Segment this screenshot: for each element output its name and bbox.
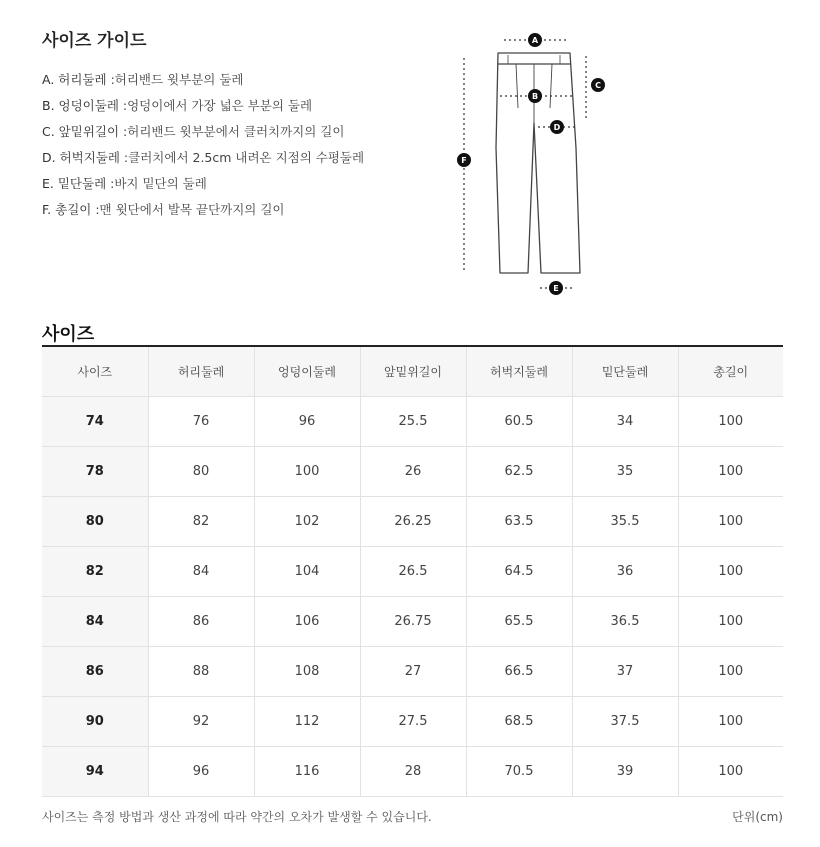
marker-c-icon: [591, 78, 605, 92]
measurement-disclaimer: 사이즈는 측정 방법과 생산 과정에 따라 약간의 오차가 발생할 수 있습니다.: [42, 810, 432, 824]
table-row: [42, 747, 783, 797]
marker-label: B: [531, 92, 539, 101]
guide-item-hip: [42, 96, 364, 122]
guide-item-label: A. 허리둘레: [42, 72, 107, 87]
cell: 68.5: [466, 697, 572, 747]
size-table: [42, 345, 783, 797]
cell: 26.75: [360, 597, 466, 647]
table-row: [42, 447, 783, 497]
guide-item-label: D. 허벅지둘레: [42, 150, 120, 165]
cell: 65.5: [466, 597, 572, 647]
cell: 63.5: [466, 497, 572, 547]
marker-d-icon: [550, 120, 564, 134]
cell: 80: [148, 447, 254, 497]
unit-label: 단위(cm): [732, 810, 783, 824]
guide-item-hem: [42, 174, 364, 200]
marker-f-icon: [457, 153, 471, 167]
guide-item-front-rise: [42, 122, 364, 148]
table-row: [42, 697, 783, 747]
cell: 102: [254, 497, 360, 547]
cell: 36: [572, 547, 678, 597]
cell: 100: [254, 447, 360, 497]
cell: 100: [678, 447, 783, 497]
cell: 70.5: [466, 747, 572, 797]
cell: 27.5: [360, 697, 466, 747]
cell: 34: [572, 397, 678, 447]
table-row: [42, 397, 783, 447]
header-waist: 허리둘레: [148, 346, 254, 397]
header-size: 사이즈: [42, 346, 148, 397]
pants-outline: [496, 53, 580, 273]
cell-size: 82: [42, 547, 148, 597]
guide-item-label: E. 밑단둘레: [42, 176, 107, 191]
size-guide-title: 사이즈 가이드: [42, 31, 147, 51]
cell: 100: [678, 647, 783, 697]
guide-item-desc: :클러치에서 2.5cm 내려온 지점의 수평둘레: [119, 150, 365, 165]
cell: 62.5: [466, 447, 572, 497]
header-hip: 엉덩이둘레: [254, 346, 360, 397]
cell-size: 84: [42, 597, 148, 647]
cell: 100: [678, 497, 783, 547]
table-header-row: [42, 346, 783, 397]
size-table-title: 사이즈: [42, 324, 95, 345]
cell: 104: [254, 547, 360, 597]
guide-item-desc: :허리밴드 윗부분의 둘레: [106, 72, 244, 87]
cell: 26.25: [360, 497, 466, 547]
marker-label: F: [461, 156, 467, 165]
table-row: [42, 597, 783, 647]
guide-item-thigh: [42, 148, 364, 174]
cell: 96: [148, 747, 254, 797]
header-thigh: 허벅지둘레: [466, 346, 572, 397]
cell: 92: [148, 697, 254, 747]
cell: 76: [148, 397, 254, 447]
cell: 66.5: [466, 647, 572, 697]
guide-item-desc: :엉덩이에서 가장 넓은 부분의 둘레: [118, 98, 313, 113]
cell: 84: [148, 547, 254, 597]
guide-item-label: F. 총길이: [42, 202, 92, 217]
cell: 25.5: [360, 397, 466, 447]
cell-size: 86: [42, 647, 148, 697]
cell: 100: [678, 397, 783, 447]
pants-measurement-diagram: [448, 28, 618, 303]
cell-size: 80: [42, 497, 148, 547]
marker-label: A: [531, 36, 539, 45]
cell: 26: [360, 447, 466, 497]
marker-e-icon: [549, 281, 563, 295]
cell-size: 90: [42, 697, 148, 747]
table-row: [42, 647, 783, 697]
cell: 39: [572, 747, 678, 797]
marker-label: D: [553, 123, 561, 132]
table-row: [42, 497, 783, 547]
marker-a-icon: [528, 33, 542, 47]
cell: 88: [148, 647, 254, 697]
cell: 64.5: [466, 547, 572, 597]
guide-item-desc: :허리밴드 윗부분에서 클러치까지의 길이: [119, 124, 345, 139]
guide-item-desc: :맨 윗단에서 발목 끝단까지의 길이: [91, 202, 285, 217]
cell: 100: [678, 547, 783, 597]
cell: 37: [572, 647, 678, 697]
table-row: [42, 547, 783, 597]
header-total-length: 총길이: [678, 346, 783, 397]
cell: 60.5: [466, 397, 572, 447]
cell: 82: [148, 497, 254, 547]
cell: 86: [148, 597, 254, 647]
cell: 112: [254, 697, 360, 747]
cell-size: 78: [42, 447, 148, 497]
cell: 116: [254, 747, 360, 797]
header-front-rise: 앞밑위길이: [360, 346, 466, 397]
marker-label: C: [595, 81, 601, 90]
cell: 100: [678, 747, 783, 797]
guide-item-desc: :바지 밑단의 둘레: [106, 176, 207, 191]
marker-label: E: [553, 284, 559, 293]
cell: 100: [678, 597, 783, 647]
cell: 36.5: [572, 597, 678, 647]
cell: 96: [254, 397, 360, 447]
header-hem: 밑단둘레: [572, 346, 678, 397]
measurement-guide-list: [42, 70, 364, 226]
cell: 28: [360, 747, 466, 797]
cell: 100: [678, 697, 783, 747]
cell: 37.5: [572, 697, 678, 747]
cell: 35: [572, 447, 678, 497]
guide-item-label: B. 엉덩이둘레: [42, 98, 119, 113]
guide-item-waist: [42, 70, 364, 96]
cell-size: 94: [42, 747, 148, 797]
cell: 26.5: [360, 547, 466, 597]
guide-item-label: C. 앞밑위길이: [42, 124, 120, 139]
cell-size: 74: [42, 397, 148, 447]
marker-b-icon: [528, 89, 542, 103]
cell: 106: [254, 597, 360, 647]
guide-item-total-length: [42, 200, 364, 226]
cell: 35.5: [572, 497, 678, 547]
cell: 108: [254, 647, 360, 697]
cell: 27: [360, 647, 466, 697]
